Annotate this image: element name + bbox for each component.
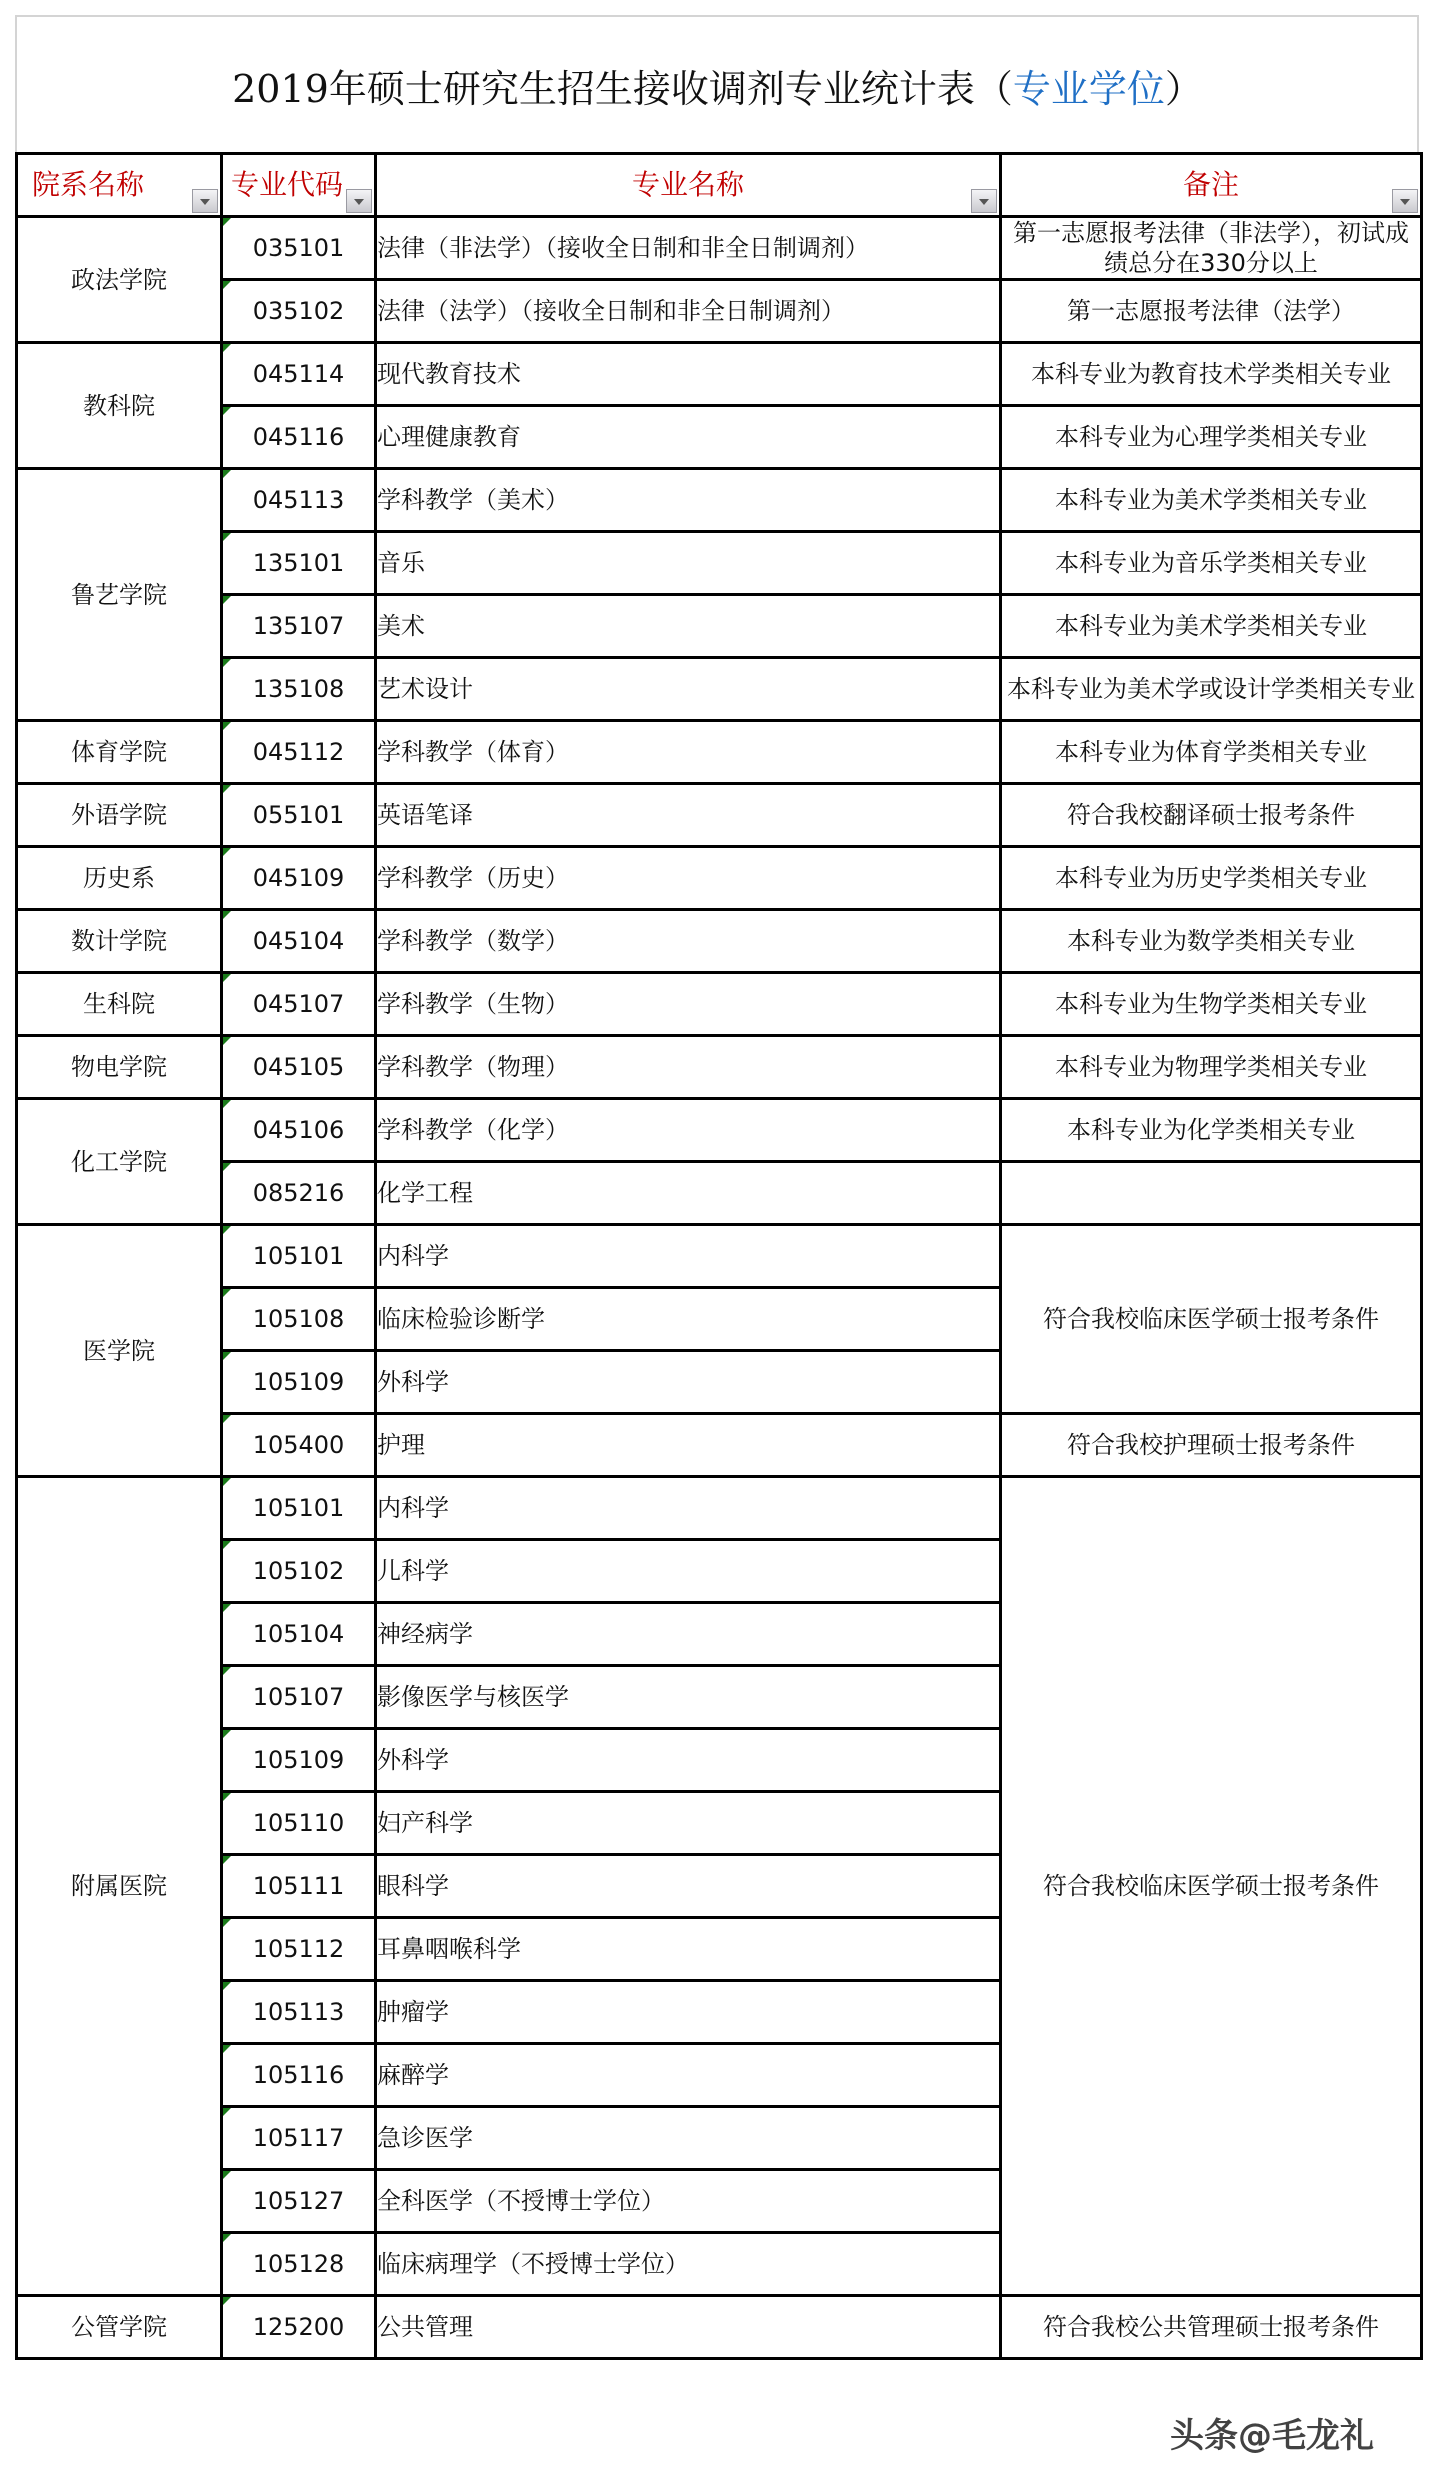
header-label: 专业名称: [631, 168, 744, 201]
table-row: [17, 1414, 1422, 1477]
note-cell[interactable]: 本科专业为化学类相关专业: [1001, 1099, 1422, 1162]
text-number-warning-icon: [223, 2234, 231, 2242]
major-cell[interactable]: 全科医学（不授博士学位）: [376, 2170, 1001, 2233]
major-cell[interactable]: 急诊医学: [376, 2107, 1001, 2170]
text-number-warning-icon: [223, 2171, 231, 2179]
header-label: 专业代码: [231, 168, 344, 201]
code-text: 105109: [252, 1746, 345, 1774]
note-cell[interactable]: 本科专业为音乐学类相关专业: [1001, 532, 1422, 595]
code-text: 105127: [252, 2187, 345, 2215]
watermark: 头条@毛龙礼: [1170, 2416, 1374, 2456]
text-number-warning-icon: [223, 2108, 231, 2116]
text-number-warning-icon: [223, 1856, 231, 1864]
code-text: 045109: [252, 864, 345, 892]
filter-dropdown-icon[interactable]: [1392, 189, 1418, 213]
header-row: [17, 154, 1422, 217]
code-cell[interactable]: [222, 2107, 376, 2170]
code-cell[interactable]: [222, 1099, 376, 1162]
table-row: [17, 910, 1422, 973]
text-number-warning-icon: [223, 722, 231, 730]
note-cell[interactable]: 本科专业为美术学类相关专业: [1001, 469, 1422, 532]
text-number-warning-icon: [223, 1478, 231, 1486]
code-text: 105116: [252, 2061, 345, 2089]
table-row: [17, 595, 1422, 658]
table-row: [17, 217, 1422, 280]
major-cell[interactable]: 学科教学（美术）: [376, 469, 1001, 532]
major-cell[interactable]: 影像医学与核医学: [376, 1666, 1001, 1729]
note-cell[interactable]: 本科专业为美术学类相关专业: [1001, 595, 1422, 658]
note-cell[interactable]: 符合我校临床医学硕士报考条件: [1001, 1477, 1422, 2296]
table-row: [17, 406, 1422, 469]
major-cell[interactable]: 美术: [376, 595, 1001, 658]
text-number-warning-icon: [223, 1919, 231, 1927]
code-cell[interactable]: [222, 658, 376, 721]
code-text: 135101: [252, 549, 345, 577]
major-cell[interactable]: 内科学: [376, 1477, 1001, 1540]
text-number-warning-icon: [223, 974, 231, 982]
text-number-warning-icon: [223, 1604, 231, 1612]
major-cell[interactable]: 妇产科学: [376, 1792, 1001, 1855]
major-cell[interactable]: 学科教学（生物）: [376, 973, 1001, 1036]
note-cell[interactable]: 本科专业为体育学类相关专业: [1001, 721, 1422, 784]
code-cell[interactable]: [222, 1981, 376, 2044]
note-cell[interactable]: 符合我校公共管理硕士报考条件: [1001, 2296, 1422, 2359]
note-cell[interactable]: 符合我校护理硕士报考条件: [1001, 1414, 1422, 1477]
code-cell[interactable]: [222, 973, 376, 1036]
note-cell[interactable]: 本科专业为美术学或设计学类相关专业: [1001, 658, 1422, 721]
major-cell[interactable]: 外科学: [376, 1351, 1001, 1414]
department-cell[interactable]: 公管学院: [17, 2296, 222, 2359]
department-cell[interactable]: 生科院: [17, 973, 222, 1036]
column-header-department: [17, 154, 222, 217]
note-cell[interactable]: 本科专业为教育技术学类相关专业: [1001, 343, 1422, 406]
code-cell[interactable]: [222, 1225, 376, 1288]
code-cell[interactable]: [222, 406, 376, 469]
code-text: 105109: [252, 1368, 345, 1396]
note-cell[interactable]: 本科专业为物理学类相关专业: [1001, 1036, 1422, 1099]
major-cell[interactable]: 学科教学（物理）: [376, 1036, 1001, 1099]
major-cell[interactable]: 神经病学: [376, 1603, 1001, 1666]
code-cell[interactable]: [222, 2296, 376, 2359]
text-number-warning-icon: [223, 1982, 231, 1990]
code-text: 045113: [252, 486, 345, 514]
note-cell[interactable]: 本科专业为心理学类相关专业: [1001, 406, 1422, 469]
major-cell[interactable]: 护理: [376, 1414, 1001, 1477]
note-cell[interactable]: 本科专业为历史学类相关专业: [1001, 847, 1422, 910]
text-number-warning-icon: [223, 1730, 231, 1738]
code-text: 105107: [252, 1683, 345, 1711]
code-cell[interactable]: [222, 1666, 376, 1729]
code-cell[interactable]: [222, 1477, 376, 1540]
code-text: 105111: [252, 1872, 345, 1900]
text-number-warning-icon: [223, 2045, 231, 2053]
text-number-warning-icon: [223, 344, 231, 352]
text-number-warning-icon: [223, 533, 231, 541]
code-cell[interactable]: [222, 1918, 376, 1981]
major-cell[interactable]: 法律（法学）（接收全日制和非全日制调剂）: [376, 280, 1001, 343]
major-cell[interactable]: 公共管理: [376, 2296, 1001, 2359]
column-header-code: [222, 154, 376, 217]
table-row: [17, 2296, 1422, 2359]
text-number-warning-icon: [223, 659, 231, 667]
department-cell[interactable]: 附属医院: [17, 1477, 222, 2296]
note-cell[interactable]: 第一志愿报考法律（法学）: [1001, 280, 1422, 343]
code-cell[interactable]: [222, 2044, 376, 2107]
table-row: [17, 1162, 1422, 1225]
header-label: 备注: [1182, 168, 1239, 201]
code-cell[interactable]: [222, 2170, 376, 2233]
code-text: 105110: [252, 1809, 345, 1837]
code-cell[interactable]: [222, 910, 376, 973]
code-text: 045104: [252, 927, 345, 955]
table-row: [17, 1477, 1422, 1540]
major-cell[interactable]: 音乐: [376, 532, 1001, 595]
major-cell[interactable]: 现代教育技术: [376, 343, 1001, 406]
code-cell[interactable]: [222, 217, 376, 280]
code-cell[interactable]: [222, 1288, 376, 1351]
major-cell[interactable]: 耳鼻咽喉科学: [376, 1918, 1001, 1981]
major-cell[interactable]: 麻醉学: [376, 2044, 1001, 2107]
code-text: 035101: [252, 234, 345, 262]
code-text: 105128: [252, 2250, 345, 2278]
major-cell[interactable]: 儿科学: [376, 1540, 1001, 1603]
code-text: 135107: [252, 612, 345, 640]
text-number-warning-icon: [223, 218, 231, 226]
text-number-warning-icon: [223, 470, 231, 478]
table-row: [17, 469, 1422, 532]
text-number-warning-icon: [223, 407, 231, 415]
title-main: 2019年硕士研究生招生接收调剂专业统计表（: [232, 67, 1013, 111]
table-row: [17, 1036, 1422, 1099]
text-number-warning-icon: [223, 1100, 231, 1108]
code-text: 045116: [252, 423, 345, 451]
text-number-warning-icon: [223, 848, 231, 856]
code-cell[interactable]: [222, 1729, 376, 1792]
code-cell[interactable]: [222, 532, 376, 595]
header-label: 院系名称: [32, 168, 145, 201]
code-cell[interactable]: [222, 1540, 376, 1603]
major-cell[interactable]: 英语笔译: [376, 784, 1001, 847]
department-cell[interactable]: 数计学院: [17, 910, 222, 973]
text-number-warning-icon: [223, 1541, 231, 1549]
major-cell[interactable]: 学科教学（化学）: [376, 1099, 1001, 1162]
major-cell[interactable]: 临床检验诊断学: [376, 1288, 1001, 1351]
code-cell[interactable]: [222, 469, 376, 532]
code-text: 105108: [252, 1305, 345, 1333]
filter-dropdown-icon[interactable]: [971, 189, 997, 213]
table-row: [17, 1099, 1422, 1162]
department-cell[interactable]: 鲁艺学院: [17, 469, 222, 721]
code-text: 105112: [252, 1935, 345, 1963]
note-cell[interactable]: [1001, 1162, 1422, 1225]
code-text: 105113: [252, 1998, 345, 2026]
table-row: [17, 784, 1422, 847]
text-number-warning-icon: [223, 1037, 231, 1045]
department-cell[interactable]: 教科院: [17, 343, 222, 469]
column-header-major: [376, 154, 1001, 217]
major-cell[interactable]: 内科学: [376, 1225, 1001, 1288]
major-cell[interactable]: 心理健康教育: [376, 406, 1001, 469]
table-row: [17, 721, 1422, 784]
code-text: 045105: [252, 1053, 345, 1081]
code-cell[interactable]: [222, 721, 376, 784]
page-title: [15, 58, 1420, 113]
note-cell[interactable]: 第一志愿报考法律（非法学），初试成绩总分在330分以上: [1001, 217, 1422, 280]
text-number-warning-icon: [223, 1667, 231, 1675]
code-cell[interactable]: [222, 1792, 376, 1855]
major-cell[interactable]: 学科教学（数学）: [376, 910, 1001, 973]
code-cell[interactable]: [222, 1351, 376, 1414]
code-text: 135108: [252, 675, 345, 703]
note-cell[interactable]: 符合我校翻译硕士报考条件: [1001, 784, 1422, 847]
major-cell[interactable]: 法律（非法学）（接收全日制和非全日制调剂）: [376, 217, 1001, 280]
department-cell[interactable]: 化工学院: [17, 1099, 222, 1225]
code-cell[interactable]: [222, 1036, 376, 1099]
department-cell[interactable]: 历史系: [17, 847, 222, 910]
statistics-table: [15, 152, 1423, 2360]
code-cell[interactable]: [222, 2233, 376, 2296]
title-suffix: ）: [1164, 67, 1203, 111]
code-text: 045112: [252, 738, 345, 766]
table-row: [17, 973, 1422, 1036]
table-body: [17, 217, 1422, 2359]
table-row: [17, 658, 1422, 721]
major-cell[interactable]: 肿瘤学: [376, 1981, 1001, 2044]
code-cell[interactable]: [222, 1855, 376, 1918]
code-text: 125200: [252, 2313, 345, 2341]
code-cell[interactable]: [222, 1162, 376, 1225]
text-number-warning-icon: [223, 281, 231, 289]
major-cell[interactable]: 临床病理学（不授博士学位）: [376, 2233, 1001, 2296]
code-cell[interactable]: [222, 343, 376, 406]
text-number-warning-icon: [223, 1415, 231, 1423]
note-cell[interactable]: 本科专业为生物学类相关专业: [1001, 973, 1422, 1036]
department-cell[interactable]: 政法学院: [17, 217, 222, 343]
code-text: 055101: [252, 801, 345, 829]
code-text: 105102: [252, 1557, 345, 1585]
code-cell[interactable]: [222, 1414, 376, 1477]
department-cell[interactable]: 物电学院: [17, 1036, 222, 1099]
code-text: 105117: [252, 2124, 345, 2152]
major-cell[interactable]: 学科教学（历史）: [376, 847, 1001, 910]
table-row: [17, 532, 1422, 595]
text-number-warning-icon: [223, 1226, 231, 1234]
title-highlight: 专业学位: [1012, 67, 1165, 111]
filter-dropdown-icon[interactable]: [192, 189, 218, 213]
major-cell[interactable]: 化学工程: [376, 1162, 1001, 1225]
table-row: [17, 280, 1422, 343]
department-cell[interactable]: 外语学院: [17, 784, 222, 847]
major-cell[interactable]: 学科教学（体育）: [376, 721, 1001, 784]
text-number-warning-icon: [223, 1352, 231, 1360]
text-number-warning-icon: [223, 1163, 231, 1171]
code-text: 045114: [252, 360, 345, 388]
code-cell[interactable]: [222, 847, 376, 910]
code-text: 045107: [252, 990, 345, 1018]
text-number-warning-icon: [223, 1289, 231, 1297]
code-cell[interactable]: [222, 784, 376, 847]
code-text: 045106: [252, 1116, 345, 1144]
major-cell[interactable]: 外科学: [376, 1729, 1001, 1792]
department-cell[interactable]: 医学院: [17, 1225, 222, 1477]
note-cell[interactable]: 本科专业为数学类相关专业: [1001, 910, 1422, 973]
code-text: 105101: [252, 1242, 345, 1270]
code-text: 105400: [252, 1431, 345, 1459]
note-cell[interactable]: 符合我校临床医学硕士报考条件: [1001, 1225, 1422, 1414]
code-text: 105104: [252, 1620, 345, 1648]
major-cell[interactable]: 眼科学: [376, 1855, 1001, 1918]
code-text: 085216: [252, 1179, 345, 1207]
text-number-warning-icon: [223, 785, 231, 793]
filter-dropdown-icon[interactable]: [346, 189, 372, 213]
code-cell[interactable]: [222, 280, 376, 343]
table-row: [17, 847, 1422, 910]
department-cell[interactable]: 体育学院: [17, 721, 222, 784]
code-text: 105101: [252, 1494, 345, 1522]
text-number-warning-icon: [223, 2297, 231, 2305]
text-number-warning-icon: [223, 911, 231, 919]
text-number-warning-icon: [223, 1793, 231, 1801]
major-cell[interactable]: 艺术设计: [376, 658, 1001, 721]
code-cell[interactable]: [222, 1603, 376, 1666]
table-row: [17, 1225, 1422, 1288]
table-row: [17, 343, 1422, 406]
text-number-warning-icon: [223, 596, 231, 604]
column-header-note: [1001, 154, 1422, 217]
code-text: 035102: [252, 297, 345, 325]
code-cell[interactable]: [222, 595, 376, 658]
